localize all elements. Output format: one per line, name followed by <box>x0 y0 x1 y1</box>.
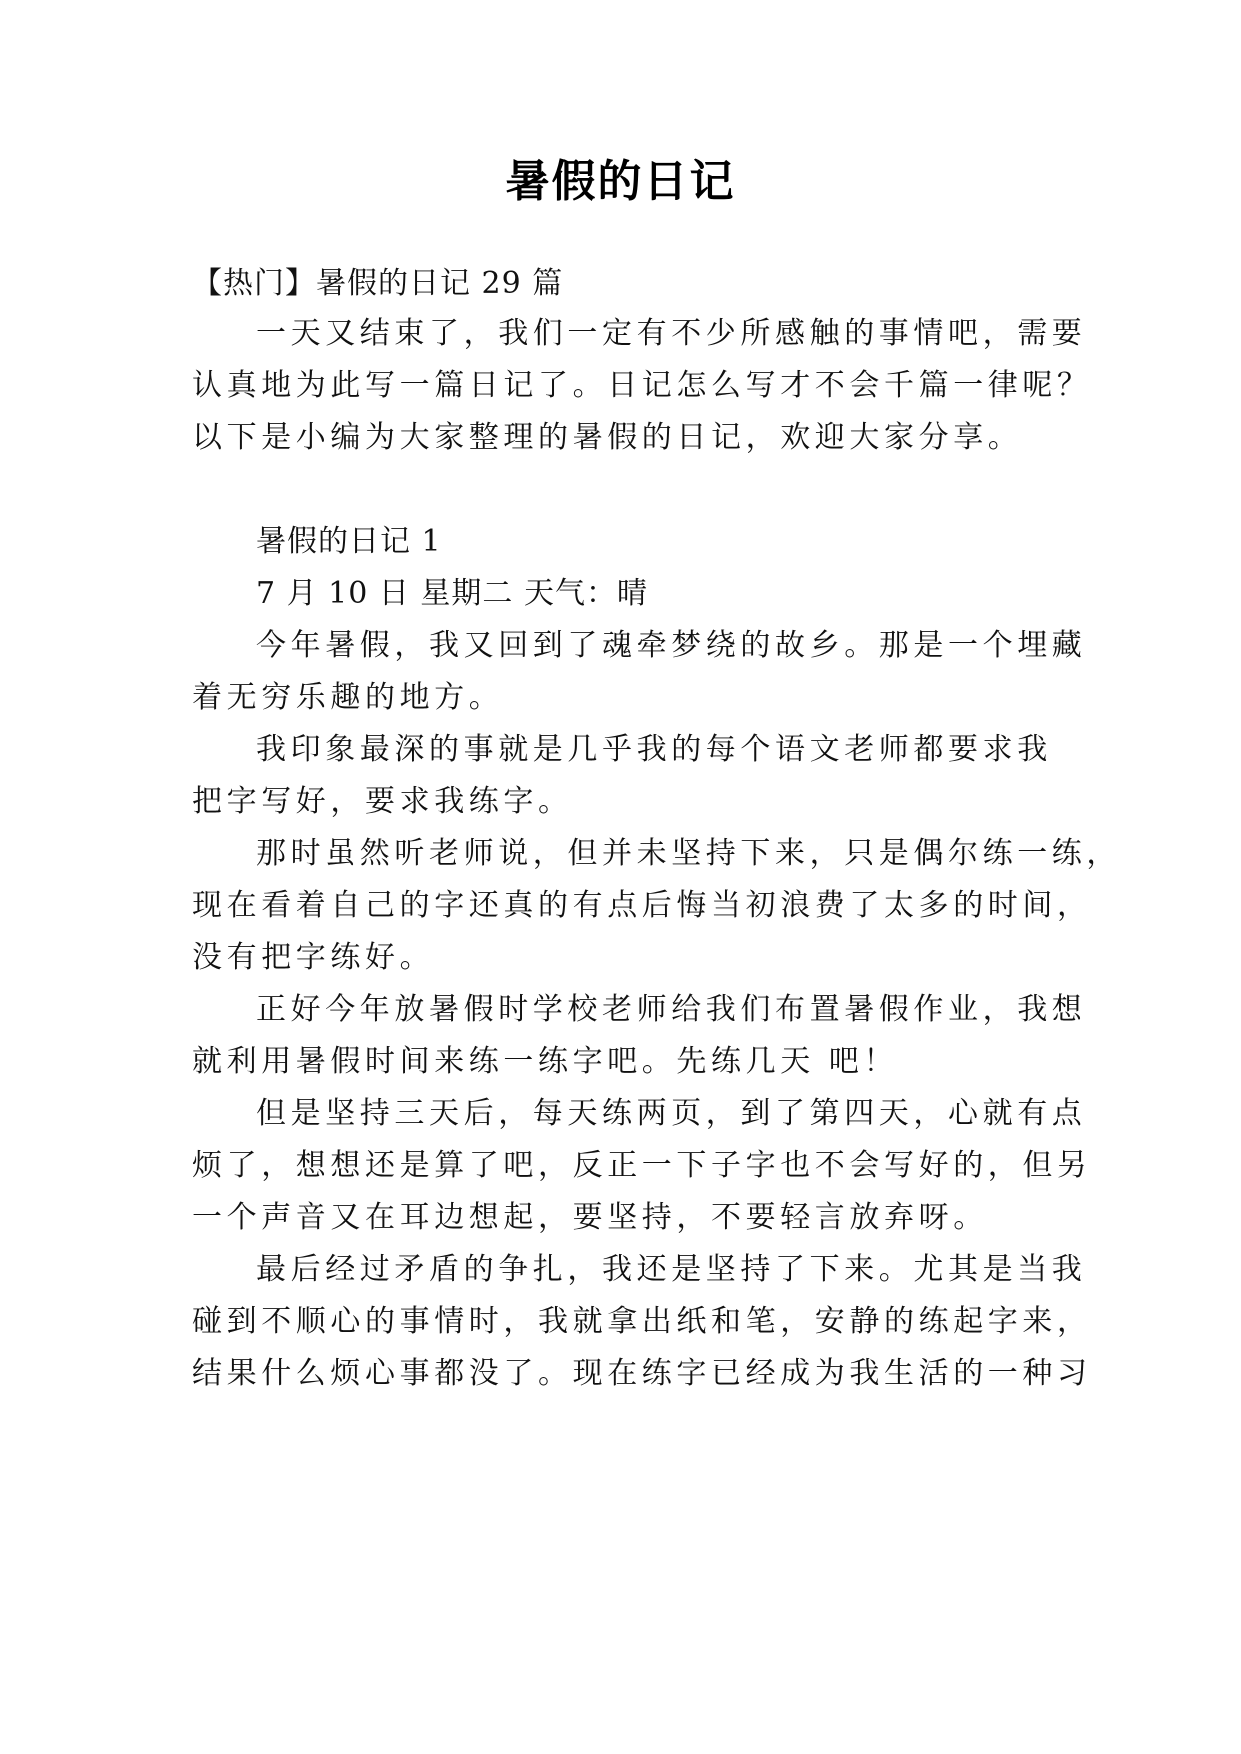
intro-heading: 【热门】暑假的日记 29 篇 <box>192 266 564 301</box>
paragraph-line: 着无穷乐趣的地方。 <box>192 680 504 715</box>
section-heading: 暑假的日记 1 <box>256 524 442 559</box>
paragraph-line: 把字写好，要求我练字。 <box>192 784 573 819</box>
paragraph-line: 最后经过矛盾的争扎，我还是坚持了下来。尤其是当我 <box>256 1252 1087 1287</box>
paragraph-line: 那时虽然听老师说，但并未坚持下来，只是偶尔练一练， <box>256 836 1121 871</box>
paragraph-line: 以下是小编为大家整理的暑假的日记，欢迎大家分享。 <box>192 420 1023 455</box>
paragraph-line: 现在看着自己的字还真的有点后悔当初浪费了太多的时间， <box>192 888 1092 923</box>
paragraph-line: 烦了，想想还是算了吧，反正一下子字也不会写好的，但另 <box>192 1148 1092 1183</box>
paragraph-line: 没有把字练好。 <box>192 940 435 975</box>
paragraph-line: 一天又结束了，我们一定有不少所感触的事情吧，需要 <box>256 316 1087 351</box>
paragraph-line: 一个声音又在耳边想起，要坚持，不要轻言放弃呀。 <box>192 1200 988 1235</box>
paragraph-line: 结果什么烦心事都没了。现在练字已经成为我生活的一种习 <box>192 1356 1092 1391</box>
paragraph-line: 但是坚持三天后，每天练两页，到了第四天，心就有点 <box>256 1096 1087 1131</box>
paragraph-line: 正好今年放暑假时学校老师给我们布置暑假作业，我想 <box>256 992 1087 1027</box>
paragraph-line: 我印象最深的事就是几乎我的每个语文老师都要求我 <box>256 732 1052 767</box>
document-title: 暑假的日记 <box>505 156 736 207</box>
date-weather-line: 7 月 10 日 星期二 天气：晴 <box>256 576 648 611</box>
paragraph-line: 今年暑假，我又回到了魂牵梦绕的故乡。那是一个埋藏 <box>256 628 1087 663</box>
paragraph-line: 就利用暑假时间来练一练字吧。先练几天 吧！ <box>192 1044 899 1079</box>
paragraph-line: 碰到不顺心的事情时，我就拿出纸和笔，安静的练起字来， <box>192 1304 1092 1339</box>
paragraph-line: 认真地为此写一篇日记了。日记怎么写才不会千篇一律呢？ <box>192 368 1092 403</box>
